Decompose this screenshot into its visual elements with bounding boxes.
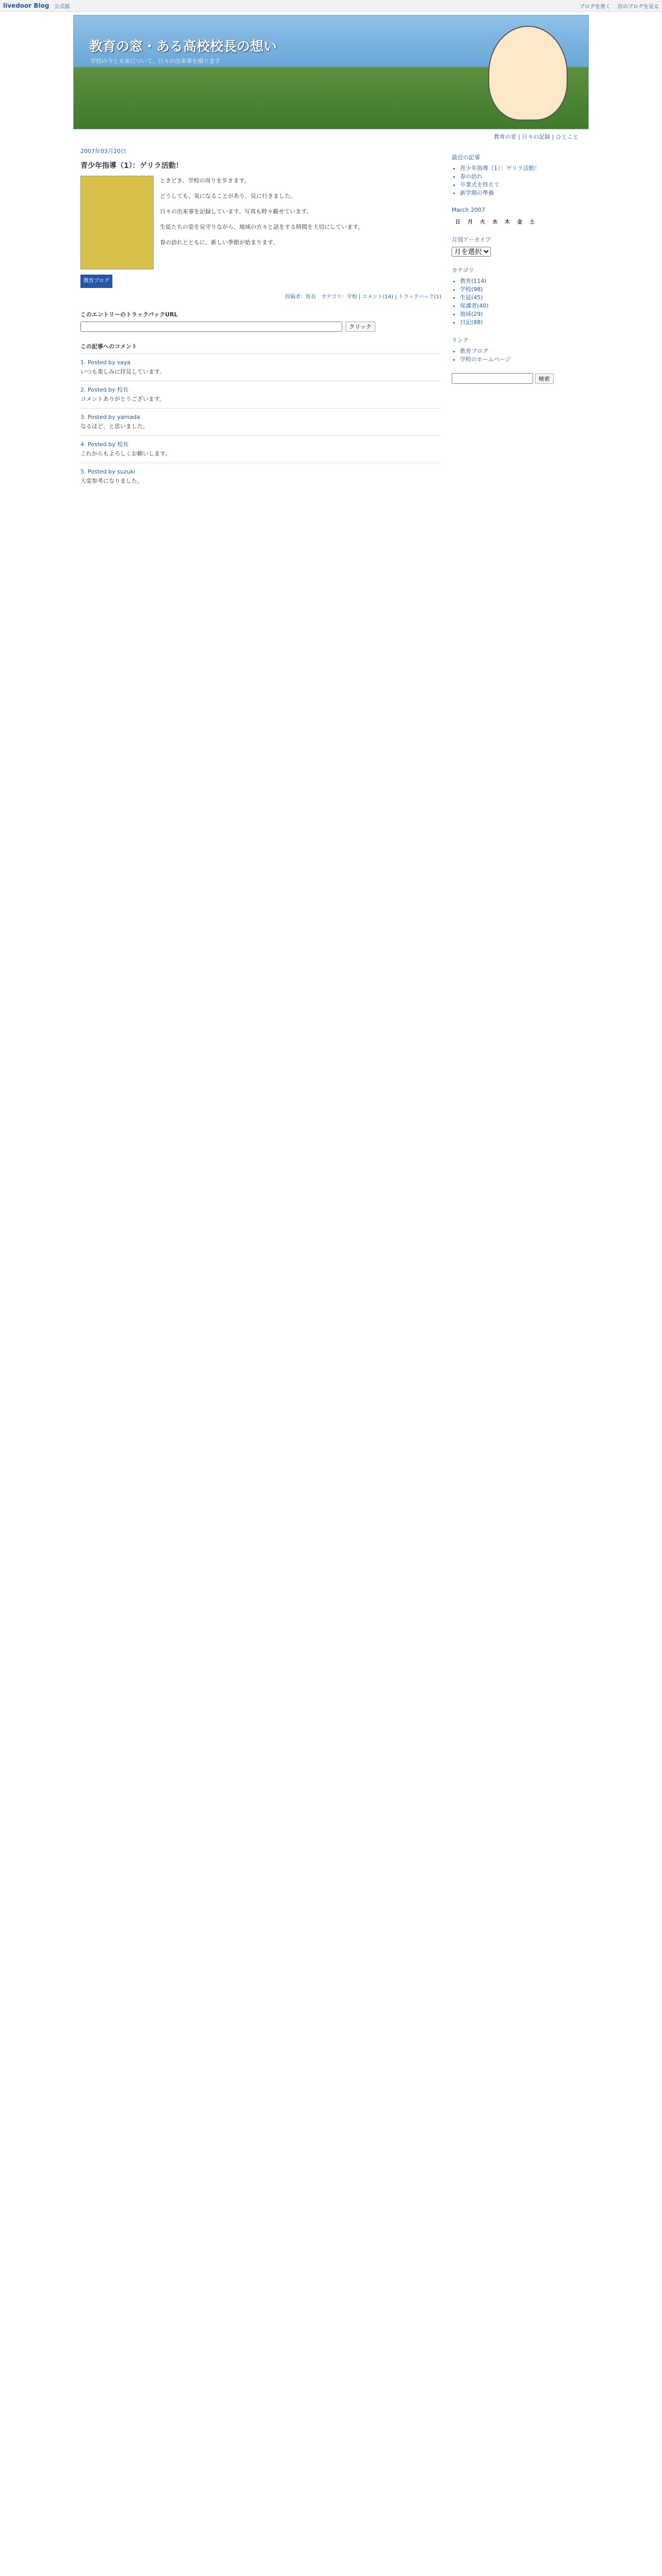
blog-header: [73, 15, 589, 129]
weekday: 火: [480, 219, 485, 225]
post-paragraph: 生徒たちの姿を見守りながら、地域の方々と話をする時間を大切にしています。: [160, 224, 364, 230]
comment-item: [80, 408, 441, 435]
comment-text: コメントありがとうございます。: [80, 396, 166, 402]
post-photo[interactable]: [80, 176, 154, 269]
post-paragraph: 春の訪れとともに、新しい季節が始まります。: [160, 239, 279, 246]
comment-text: なるほど、と思いました。: [80, 423, 148, 430]
recent-item[interactable]: • 春の訪れ: [460, 173, 575, 181]
trackback-button[interactable]: クリック: [345, 321, 375, 332]
comment-author[interactable]: 5. Posted by suzuki: [80, 468, 136, 475]
recent-item[interactable]: • 卒業式を終えて: [460, 181, 575, 189]
category-item[interactable]: • 日記(88): [460, 318, 575, 327]
weekday: 木: [505, 219, 510, 225]
comment-text: いつも楽しみに拝見しています。: [80, 368, 166, 375]
blog-title[interactable]: 教育の窓・ある高校校長の想い: [89, 39, 277, 55]
sidebar: [452, 144, 575, 490]
comment-item: [80, 353, 441, 381]
weekday: 月: [468, 219, 473, 225]
recent-item[interactable]: • 新学期の準備: [460, 189, 575, 197]
post-paragraph: ときどき、学校の周りを歩きます。: [160, 177, 250, 184]
post-date: 2007年03月20日: [80, 148, 126, 155]
comment-author[interactable]: 4. Posted by 校長: [80, 441, 129, 448]
main-column: [80, 144, 441, 490]
official-link[interactable]: 公式版: [54, 4, 70, 10]
comment-text: これからもよろしくお願いします。: [80, 450, 171, 457]
blog-nav[interactable]: 教育の窓 | 日々の記録 | ひとこと: [493, 133, 578, 140]
search-input[interactable]: [452, 373, 533, 384]
post-paragraph: どうしても、気になることがあり、見に行きました。: [160, 193, 296, 199]
write-blog-link[interactable]: ブログを書く: [580, 4, 610, 10]
post-title[interactable]: 青少年指導（1）：ゲリラ活動！: [80, 162, 183, 170]
author-avatar: [488, 26, 568, 121]
post-meta[interactable]: 投稿者：校長 カテゴリ：学校 | コメント(14) | トラックバック(1): [285, 294, 441, 300]
comments-title: この記事へのコメント: [80, 343, 137, 350]
comment-item: [80, 435, 441, 463]
post-paragraph: 日々の出来事を記録しています。写真も時々載せています。: [160, 208, 312, 215]
edu-blog-banner[interactable]: 教育ブログ: [80, 275, 112, 288]
comment-author[interactable]: 3. Posted by yamada: [80, 414, 140, 420]
calendar-title: March 2007: [452, 207, 486, 213]
archive-title: 月別アーカイブ: [452, 236, 491, 243]
category-item[interactable]: • 地域(29): [460, 310, 575, 318]
weekday: 日: [455, 219, 460, 225]
links-list: [452, 347, 575, 364]
livedoor-logo[interactable]: livedoor Blog: [3, 2, 49, 9]
next-blog-link[interactable]: 次のブログを見る: [618, 4, 659, 10]
weekday: 水: [492, 219, 498, 225]
search-box: [452, 373, 575, 384]
comment-author[interactable]: 1. Posted by saya: [80, 359, 130, 366]
recent-item[interactable]: • 青少年指導（1）：ゲリラ活動！: [460, 164, 575, 173]
link-item[interactable]: • 教育ブログ: [460, 347, 575, 355]
category-item[interactable]: • 教育(114): [460, 277, 575, 285]
post-body: [80, 176, 441, 288]
blog-subtitle: 学校の今と未来について、日々の出来事を綴ります: [90, 58, 221, 64]
top-bar: [0, 0, 662, 12]
comment-author[interactable]: 2. Posted by 校長: [80, 386, 129, 393]
comment-item: [80, 463, 441, 490]
calendar: [452, 216, 538, 226]
search-button[interactable]: 検索: [535, 374, 554, 384]
category-item[interactable]: • 学校(98): [460, 285, 575, 294]
archive-select[interactable]: [452, 247, 491, 257]
comment-item: [80, 381, 441, 408]
weekday: 土: [529, 219, 535, 225]
trackback-url-input[interactable]: [80, 321, 342, 332]
recent-title: 最近の記事: [452, 154, 480, 161]
link-item[interactable]: • 学校のホームページ: [460, 355, 575, 364]
comment-text: 大変参考になりました。: [80, 478, 143, 484]
category-item[interactable]: • 保護者(40): [460, 302, 575, 310]
recent-list: [452, 164, 575, 197]
category-list: [452, 277, 575, 327]
weekday: 金: [517, 219, 522, 225]
trackback-box: [80, 321, 441, 332]
trackback-title: このエントリーのトラックバックURL: [80, 311, 178, 318]
links-title: リンク: [452, 337, 469, 344]
category-title: カテゴリ: [452, 267, 474, 274]
category-item[interactable]: • 生徒(45): [460, 294, 575, 302]
